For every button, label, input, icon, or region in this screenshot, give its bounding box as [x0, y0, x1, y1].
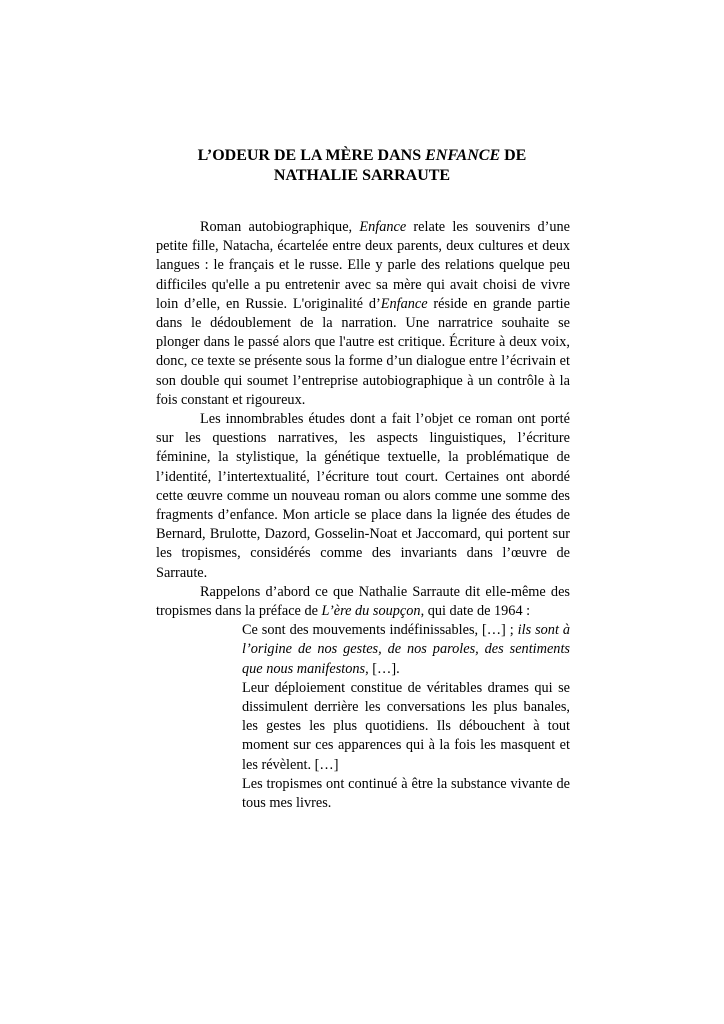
- paragraph-1: [156, 218, 570, 410]
- paragraph-2: Les innombrables études dont a fait l’objet ce roman ont porté sur les questions narratives, les aspects linguistiques, l’écriture féminine, la stylistique, la génétique textuelle, la problématique de l’identité, l’intertextualité, l’écriture tout court. Certaines ont abordé cette œuvre comme un nouveau roman ou alors comme une somme des fragments d’enfance. Mon article se place dans la lignée des études de Bernard, Brulotte, Dazord, Gosselin-Noat et Jaccomard, qui portent sur les tropismes, considérés comme des invariants dans l’œuvre de Sarraute.: [156, 411, 570, 581]
- title-line1-prefix: L’ODEUR DE LA MÈRE DANS: [197, 147, 426, 164]
- p1-italic-title-a: Enfance: [359, 219, 407, 235]
- p1-text-e: réside en grande partie dans le dédoublement de la narration. Une narratrice souhaite se plonger dans le passé alors que l'autre est critique. Écriture à deux voix, donc, ce texte se présente sous la forme d’un dialogue entre l’écrivain et son double qui soumet l’entreprise autobiographique à un contrôle à la fois constant et rigoureux.: [156, 295, 571, 408]
- title-italic-work: ENFANCE: [425, 147, 501, 164]
- p1-italic-title-b: Enfance: [380, 295, 428, 312]
- title-line2: NATHALIE SARRAUTE: [273, 167, 451, 184]
- block-quote-2: Leur déploiement constitue de véritables drames qui se dissimulent derrière les conversations les plus banales, les gestes les plus quotidiens. Ils débouchent à tout moment sur ces apparences qui à la fois les masquent et les révèlent. […]: [242, 679, 570, 773]
- quote1-italic: ils sont à l’origine de nos gestes, de nos paroles, des sentiments que nous manifestons: [242, 622, 570, 677]
- p1-text-a: Roman autobiographique,: [200, 219, 360, 235]
- p1-text-c: relate les souvenirs d’une petite fille, Natacha, écartelée entre deux parents, deux cultures et deux langues : le français et le russe. Elle y parle des relations quelque peu difficiles qu'elle a pu entretenir avec sa mère qui avait choisi de vivre loin d’elle, en Russie. L'originalité d’: [156, 219, 570, 312]
- quote1-text-c: , […].: [365, 660, 400, 677]
- p3-text-c: , qui date de 1964 :: [420, 603, 531, 620]
- title-line1-suffix: DE: [500, 147, 527, 164]
- paragraph-3: [156, 583, 570, 621]
- p3-italic-title: L’ère du soupçon: [321, 603, 421, 620]
- p3-text-a: Rappelons d’abord ce que Nathalie Sarraute dit elle-même des tropismes dans la préface de: [156, 583, 570, 620]
- article-title: [150, 146, 574, 186]
- block-quote-3: Les tropismes ont continué à être la substance vivante de tous mes livres.: [242, 775, 570, 812]
- article-body: [156, 218, 570, 813]
- quote1-text-a: Ce sont des mouvements indéfinissables, […] ;: [242, 622, 518, 639]
- block-quote-1: [242, 621, 570, 679]
